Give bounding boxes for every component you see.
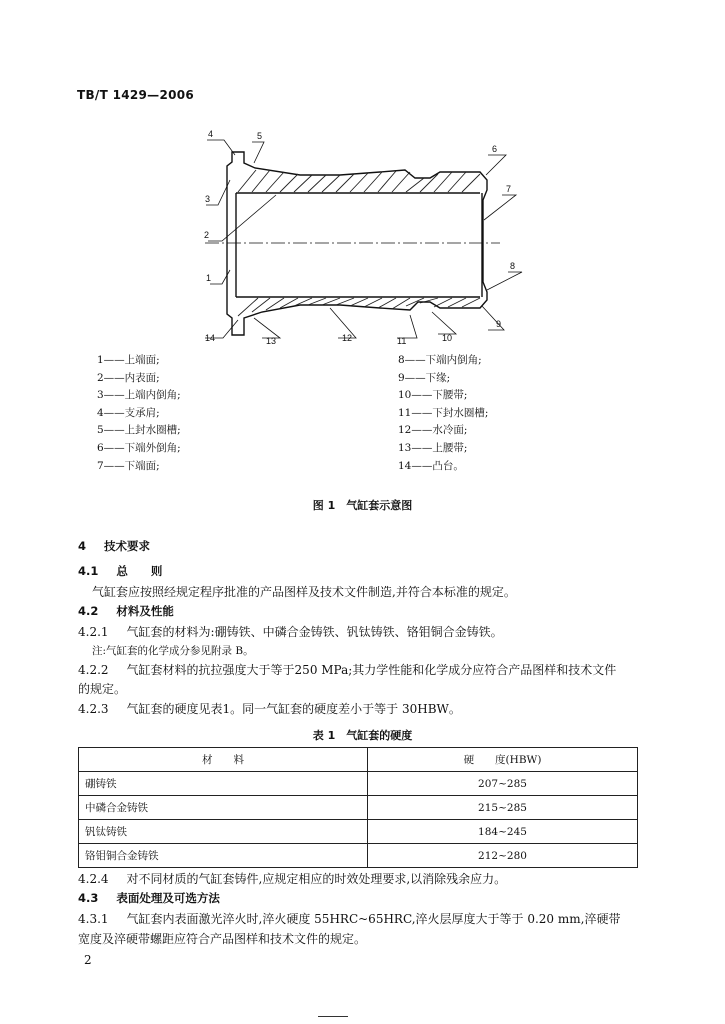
section-title: 材料及性能 — [116, 604, 174, 618]
page-number: 2 — [84, 953, 92, 967]
table-row — [79, 844, 638, 868]
section-4-2-4 — [78, 870, 506, 887]
material-cell: 铬钼铜合金铸铁 — [79, 844, 368, 868]
legend-item: 4——支承肩; — [97, 406, 160, 419]
figure-legend-left — [97, 352, 181, 475]
legend-item: 13——上腰带; — [398, 441, 468, 454]
callout-13: 13 — [266, 336, 277, 346]
callout-7: 7 — [506, 184, 512, 194]
standard-number: TB/T 1429—2006 — [77, 88, 195, 102]
legend-item: 12——水冷面; — [398, 424, 468, 437]
section-number: 4.1 — [78, 564, 99, 578]
section-text: 气缸套材料的抗拉强度大于等于250 MPa;其力学性能和化学成分应符合产品图样和技术文件 — [126, 663, 617, 677]
section-number: 4.2.2 — [78, 663, 109, 677]
hardness-table — [78, 747, 638, 868]
section-text: 对不同材质的气缸套铸件,应规定相应的时效处理要求,以消除残余应力。 — [126, 872, 507, 886]
section-4-3-1 — [78, 910, 620, 927]
legend-item: 7——下端面; — [97, 459, 160, 472]
table-row — [79, 772, 638, 796]
section-4-heading — [78, 538, 150, 554]
section-4-3-heading — [78, 890, 220, 906]
section-4-1-heading — [78, 563, 162, 579]
bottom-rule — [318, 1016, 348, 1017]
section-4-1-text: 气缸套应按照经规定程序批准的产品图样及技术文件制造,并符合本标准的规定。 — [92, 585, 516, 599]
callout-3: 3 — [205, 194, 211, 204]
callout-5: 5 — [257, 131, 263, 141]
section-text: 气缸套的硬度见表1。同一气缸套的硬度差小于等于 30HBW。 — [126, 702, 461, 716]
callout-8: 8 — [510, 261, 516, 271]
hardness-cell: 212~280 — [368, 844, 638, 868]
legend-item: 5——上封水圈槽; — [97, 424, 181, 437]
callout-1: 1 — [206, 273, 212, 283]
section-4-3-1-continued: 宽度及淬硬带螺距应符合产品图样和技术文件的规定。 — [78, 932, 367, 946]
legend-item: 2——内表面; — [97, 371, 160, 384]
material-cell: 硼铸铁 — [79, 772, 368, 796]
table-row — [79, 796, 638, 820]
section-number: 4.2.4 — [78, 872, 109, 886]
callout-4: 4 — [208, 129, 214, 139]
section-4-2-heading — [78, 603, 174, 619]
section-text: 气缸套的材料为:硼铸铁、中磷合金铸铁、钒钛铸铁、铬钼铜合金铸铁。 — [126, 625, 503, 639]
hardness-cell: 184~245 — [368, 820, 638, 844]
table-header-row — [79, 748, 638, 772]
hardness-cell: 207~285 — [368, 772, 638, 796]
section-4-2-2-continued: 的规定。 — [78, 682, 127, 696]
material-cell: 钒钛铸铁 — [79, 820, 368, 844]
table-caption: 表 1 气缸套的硬度 — [312, 729, 413, 742]
section-number: 4.3 — [78, 891, 99, 905]
legend-item: 11——下封水圈槽; — [398, 406, 489, 419]
callout-6: 6 — [492, 144, 498, 154]
material-cell: 中磷合金铸铁 — [79, 796, 368, 820]
callout-10: 10 — [442, 333, 453, 343]
legend-item: 1——上端面; — [97, 354, 160, 366]
section-number: 4.3.1 — [78, 912, 109, 926]
section-number: 4.2.3 — [78, 702, 109, 716]
section-4-2-3 — [78, 700, 461, 717]
legend-item: 10——下腰带; — [398, 389, 468, 402]
section-4-2-2 — [78, 661, 616, 678]
figure-caption: 图 1 气缸套示意图 — [312, 499, 413, 512]
section-title: 技术要求 — [104, 539, 151, 553]
section-title: 表面处理及可选方法 — [116, 891, 220, 905]
callout-9: 9 — [496, 319, 502, 329]
callout-2: 2 — [204, 230, 210, 240]
legend-item: 3——上端内倒角; — [97, 389, 181, 402]
legend-item: 8——下端内倒角; — [398, 354, 482, 366]
legend-item: 6——下端外倒角; — [97, 441, 181, 454]
callout-11: 11 — [397, 336, 407, 346]
section-number: 4.2 — [78, 604, 99, 618]
section-4-2-1-note: 注:气缸套的化学成分参见附录 B。 — [92, 645, 254, 657]
callout-12: 12 — [342, 333, 353, 343]
column-header-hardness: 硬 度(HBW) — [368, 748, 638, 772]
figure-legend-right — [398, 352, 488, 475]
section-title: 总 则 — [116, 564, 163, 578]
column-header-material: 材 料 — [79, 748, 368, 772]
legend-item: 9——下缘; — [398, 371, 451, 384]
section-number: 4 — [78, 539, 87, 553]
section-4-2-1 — [78, 623, 503, 640]
hardness-cell: 215~285 — [368, 796, 638, 820]
section-number: 4.2.1 — [78, 625, 109, 639]
legend-item: 14——凸台。 — [398, 459, 464, 472]
callout-14: 14 — [205, 333, 216, 343]
cylinder-liner-diagram — [150, 125, 550, 350]
section-text: 气缸套内表面激光淬火时,淬火硬度 55HRC~65HRC,淬火层厚度大于等于 0.20 mm,淬硬带 — [126, 912, 621, 926]
table-row — [79, 820, 638, 844]
